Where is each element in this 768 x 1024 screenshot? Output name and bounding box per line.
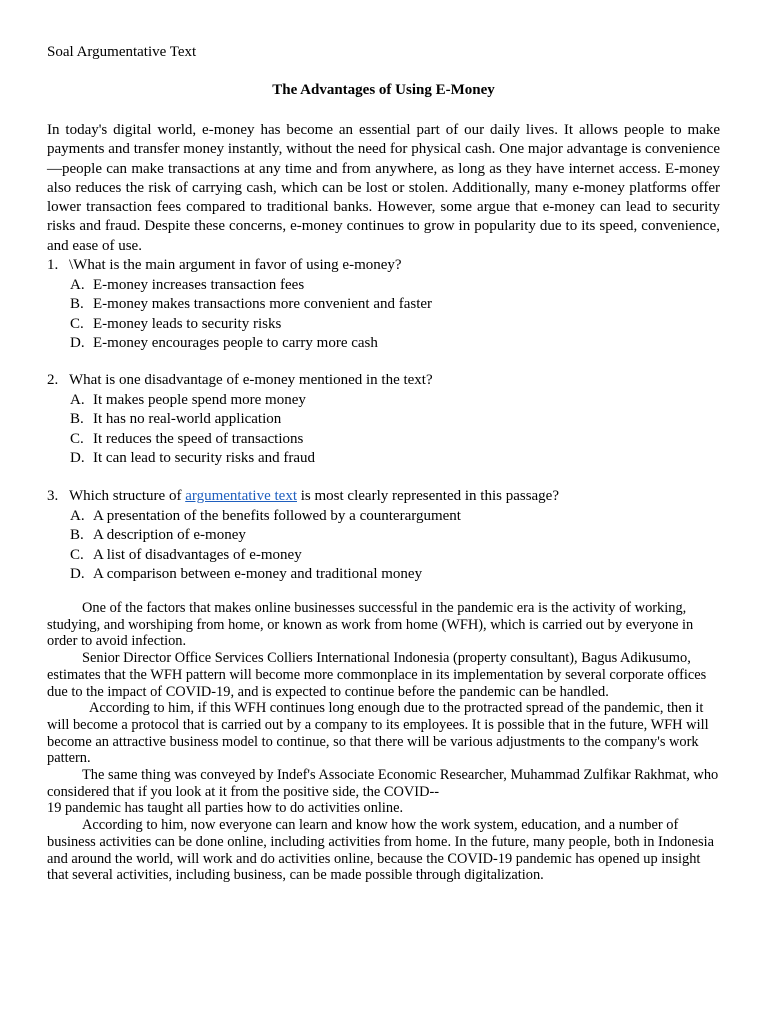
question-text [47,487,720,507]
question-number: 1. [47,257,59,273]
option-text: E-money makes transactions more convenient and faster [93,296,433,312]
option-text: A description of e-money [93,527,246,543]
document-label: Soal Argumentative Text [47,44,197,60]
question-stem-end: is most clearly represented in this passage? [297,488,560,504]
document-title: The Advantages of Using E-Money [272,82,495,98]
option-text: E-money encourages people to carry more cash [93,335,378,351]
option-list [47,507,720,585]
option-item [47,295,720,315]
argumentative-text-link[interactable]: argumentative text [185,488,297,504]
option-item [47,430,720,450]
question-text [47,371,720,391]
option-text: It makes people spend more money [93,391,306,408]
option-text: It reduces the speed of transactions [93,430,304,447]
option-text: E-money leads to security risks [93,315,282,332]
option-item [47,546,720,566]
option-letter: A. [70,391,85,408]
article-paragraph: Senior Director Office Services Colliers International Indonesia (property consultant), Bagus Adikusumo, estimates that the WFH pattern will become more commonplace in its implementation by several corporate offices due to the impact of COVID-19, and is expected to continue before the pandemic can be handled. [47,650,707,700]
article-paragraph: According to him, now everyone can learn and know how the work system, education, and a number of business activities can be done online, including activities from home. In the future, many people, both in Indonesia and around the world, will work and do activities online, because the COVID-19 pandemic has opened up insight that several activities, including business, can be made possible through digitalization. [47,817,715,884]
option-item [47,391,720,411]
option-item [47,315,720,335]
question-1 [47,256,720,354]
article-paragraph: According to him, if this WFH continues long enough due to the protracted spread of the pandemic, then it will become a protocol that is carried out by a company to its employees. It is possible that in the future, WFH will become an attractive business model to continue, so that there will be various adjustments to the company's work pattern. [47,700,709,767]
option-letter: A. [70,276,85,293]
option-letter: D. [70,335,85,351]
article-paragraph-continued: 19 pandemic has taught all parties how to do activities online. [47,800,404,817]
option-item [47,410,720,430]
article-body [47,600,720,884]
question-stem: What is one disadvantage of e-money mentioned in the text? [69,372,433,388]
question-stem: \What is the main argument in favor of using e-money? [69,257,402,273]
option-letter: D. [70,450,85,466]
option-item [47,334,720,354]
option-item [47,276,720,296]
question-stem-start: Which structure of [69,488,186,504]
option-letter: A. [70,507,85,524]
option-item [47,565,720,585]
option-text: It can lead to security risks and fraud [93,450,316,466]
question-3 [47,487,720,585]
article-paragraph: One of the factors that makes online businesses successful in the pandemic era is the activity of working, studying, and worshiping from home, or known as work from home (WFH), which is carried out by everyone in order to avoid infection. [47,600,694,650]
option-text: A comparison between e-money and traditional money [93,566,423,582]
option-text: E-money increases transaction fees [93,276,305,293]
question-number: 3. [47,488,59,504]
option-list [47,391,720,469]
question-number: 2. [47,372,59,388]
option-letter: C. [70,430,84,447]
option-letter: D. [70,566,85,582]
option-item [47,449,720,469]
option-letter: B. [70,296,84,312]
option-letter: C. [70,546,84,563]
article-paragraph: The same thing was conveyed by Indef's Associate Economic Researcher, Muhammad Zulfikar Rakhmat, who considered that if you look at it from the positive side, the COVID-- [47,767,719,800]
option-item [47,526,720,546]
option-text: A presentation of the benefits followed by a counterargument [93,507,461,524]
question-text [47,256,720,276]
option-text: It has no real-world application [93,411,282,427]
question-2 [47,371,720,469]
option-list [47,276,720,354]
intro-paragraph: In today's digital world, e-money has become an essential part of our daily lives. It allows people to make payments and transfer money instantly, without the need for physical cash. One major advantage is convenience—people can make transactions at any time and from anywhere, as long as they have internet access. E-money also reduces the risk of carrying cash, which can be lost or stolen. Additionally, many e-money platforms offer lower transaction fees compared to traditional banks. However, some argue that e-money can lead to security risks and fraud. Despite these concerns, e-money continues to grow in popularity due to its speed, convenience, and ease of use. [47,122,720,254]
option-item [47,507,720,527]
option-text: A list of disadvantages of e-money [93,546,302,563]
option-letter: B. [70,527,84,543]
option-letter: B. [70,411,84,427]
option-letter: C. [70,315,84,332]
